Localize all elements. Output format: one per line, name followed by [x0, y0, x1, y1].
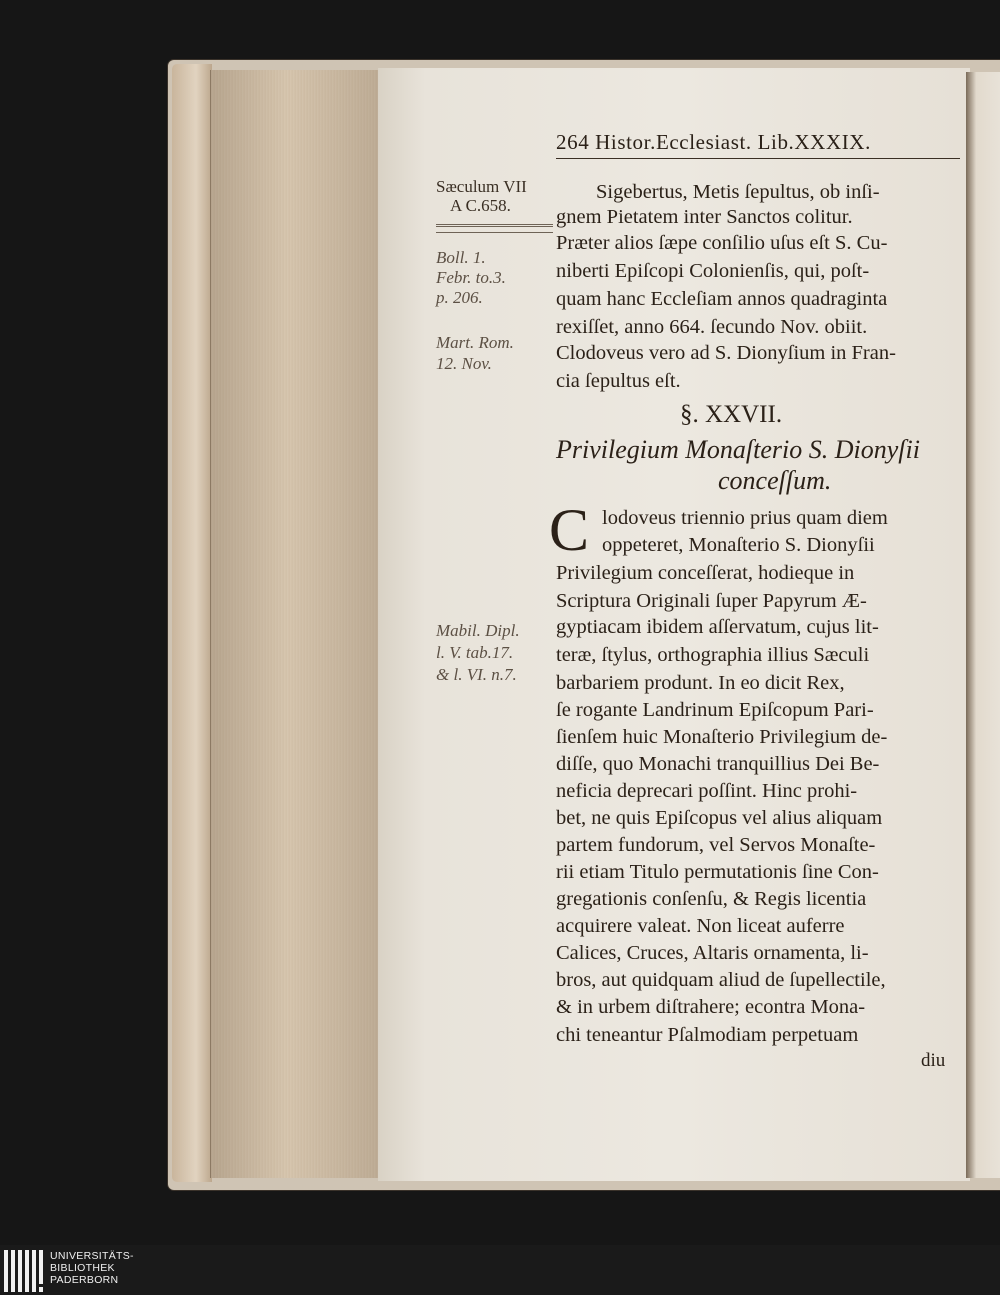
library-name-line-2: BIBLIOTHEK: [50, 1262, 115, 1274]
margin-note-boll-3: p. 206.: [436, 288, 483, 307]
header-rule: [556, 158, 960, 159]
margin-thin-rule: [436, 232, 553, 233]
text-line: chi teneantur Pſalmodiam perpetuam: [556, 1024, 859, 1046]
section-title-line-2: conceſſum.: [718, 466, 832, 495]
library-name-line-3: PADERBORN: [50, 1274, 119, 1286]
text-line: rii etiam Titulo permutationis ſine Con-: [556, 861, 879, 883]
margin-note-mabil-2: l. V. tab.17.: [436, 643, 514, 662]
text-line: partem fundorum, vel Servos Monaſte-: [556, 834, 876, 856]
page-edges-shade: [210, 70, 380, 1178]
library-logo-icon: [4, 1250, 44, 1292]
margin-note-boll-1: Boll. 1.: [436, 248, 486, 267]
library-name-line-1: UNIVERSITÄTS-: [50, 1250, 134, 1262]
section-number: §. XXVII.: [680, 401, 783, 428]
text-line: oppeteret, Monaſterio S. Dionyſii: [602, 534, 875, 556]
running-header: 264 Histor.Ecclesiast. Lib.XXXIX.: [556, 130, 871, 154]
text-line: bet, ne quis Epiſcopus vel alius aliquam: [556, 807, 883, 829]
text-line: lodoveus triennio prius quam diem: [602, 507, 888, 529]
margin-note-saeculum: Sæculum VII: [436, 177, 527, 196]
text-line: Calices, Cruces, Altaris ornamenta, li-: [556, 942, 869, 964]
margin-double-rule: [436, 224, 553, 227]
text-line: rexiſſet, anno 664. ſecundo Nov. obiit.: [556, 316, 868, 338]
text-line: & in urbem diſtrahere; econtra Mona-: [556, 996, 866, 1018]
text-line: Præter alios ſæpe conſilio uſus eſt S. Cu-: [556, 232, 888, 254]
text-line: bros, aut quidquam aliud de ſupellectile,: [556, 969, 886, 991]
text-line: ſe rogante Landrinum Epiſcopum Pari-: [556, 699, 874, 721]
text-line: acquirere valeat. Non liceat auferre: [556, 915, 845, 937]
margin-note-mabil-1: Mabil. Dipl.: [436, 621, 520, 640]
text-line: quam hanc Eccleſiam annos quadraginta: [556, 288, 888, 310]
text-line: teræ, ſtylus, orthographia illius Sæculi: [556, 644, 870, 666]
text-line: diſſe, quo Monachi tranquillius Dei Be-: [556, 753, 880, 775]
text-line: Clodoveus vero ad S. Dionyſium in Fran-: [556, 342, 896, 364]
text-line: gnem Pietatem inter Sanctos colitur.: [556, 206, 853, 228]
margin-note-mart-2: 12. Nov.: [436, 354, 492, 373]
text-line: Scriptura Originali ſuper Papyrum Æ-: [556, 590, 867, 612]
margin-note-year: A C.658.: [450, 196, 511, 215]
book-cover-spine: [172, 64, 212, 1182]
section-title-line-1: Privilegium Monaſterio S. Dionyſii: [556, 435, 920, 464]
text-line: niberti Epiſcopi Colonienſis, qui, poſt-: [556, 260, 870, 282]
margin-note-mart-1: Mart. Rom.: [436, 333, 514, 352]
text-line: Sigebertus, Metis ſepultus, ob inſi-: [596, 181, 880, 203]
text-line: gyptiacam ibidem aſſervatum, cujus lit-: [556, 616, 879, 638]
library-name: [50, 1250, 134, 1286]
footer-bar: [0, 1245, 1000, 1295]
text-line: cia ſepultus eſt.: [556, 370, 681, 392]
text-line: barbariem produnt. In eo dicit Rex,: [556, 672, 845, 694]
text-line: neficia deprecari poſſint. Hinc prohi-: [556, 780, 858, 802]
facing-page-edge: [966, 72, 1000, 1178]
margin-note-boll-2: Febr. to.3.: [436, 268, 506, 287]
text-line: ſienſem huic Monaſterio Privilegium de-: [556, 726, 888, 748]
drop-initial: C: [549, 497, 590, 563]
catchword: diu: [921, 1050, 946, 1071]
text-line: gregationis conſenſu, & Regis licentia: [556, 888, 867, 910]
margin-note-mabil-3: & l. VI. n.7.: [436, 665, 517, 684]
text-line: Privilegium conceſſerat, hodieque in: [556, 562, 855, 584]
